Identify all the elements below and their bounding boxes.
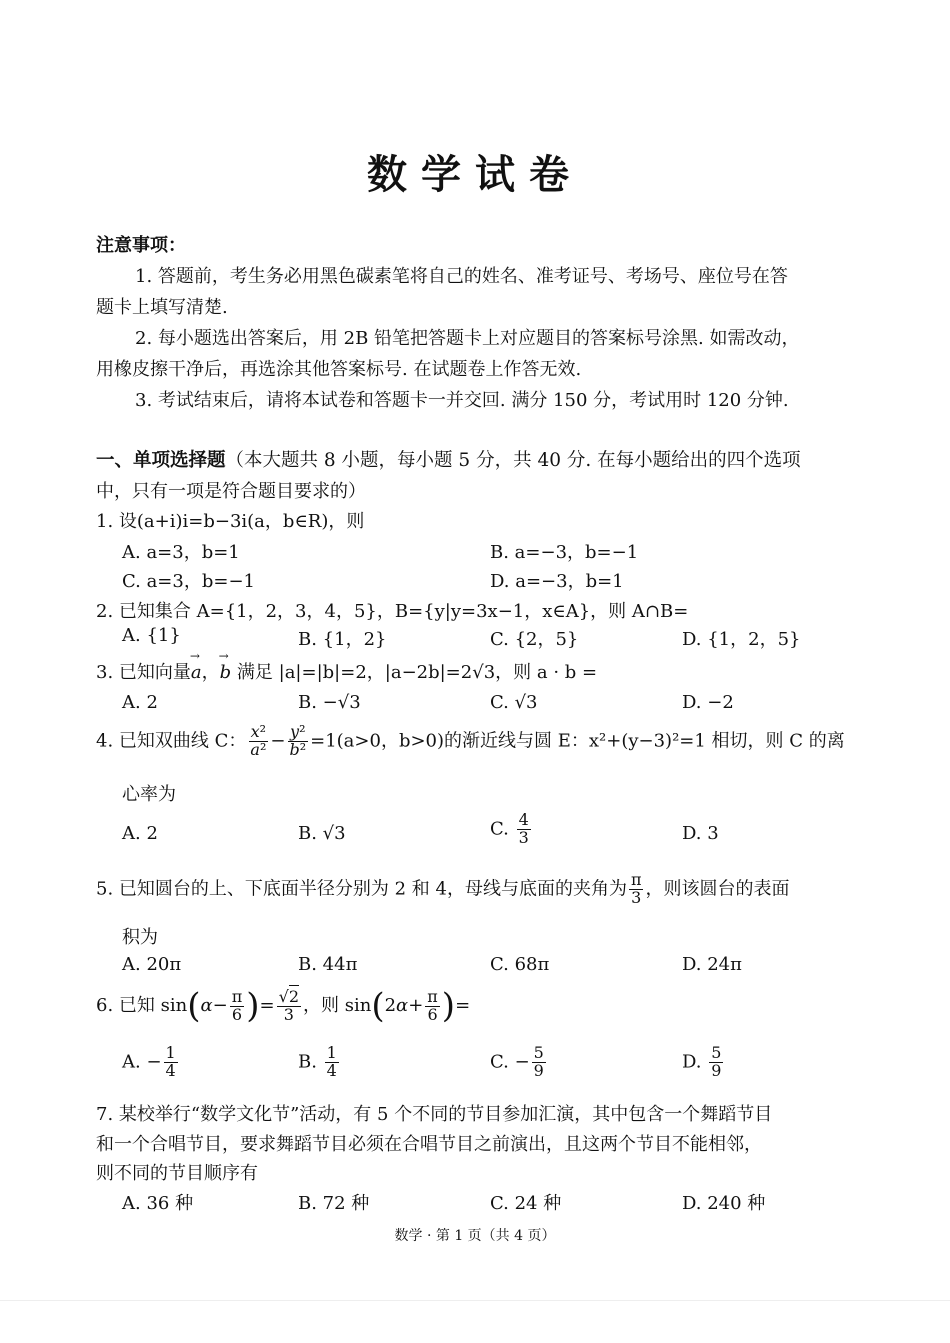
- fraction-sqrt2-over-3: $\frac{√2}{3}$: [278, 986, 299, 1024]
- q3-stem-pre: 3. 已知向量: [96, 662, 191, 683]
- q3-option-a: A. 2: [122, 692, 158, 713]
- fraction-4-3: $\frac{4}{3}$: [518, 810, 529, 847]
- q3-option-b: B. −√3: [298, 692, 361, 713]
- q7-option-b: B. 72 种: [298, 1193, 370, 1214]
- notice-item-1-cont: 题卡上填写清楚.: [96, 297, 228, 318]
- notice-item-3: 3. 考试结束后，请将本试卷和答题卡一并交回. 满分 150 分，考试用时 120 分钟.: [135, 390, 789, 411]
- q5-stem-post: ，则该圆台的表面: [645, 878, 790, 900]
- q3-stem-cond: |a|=|b|=2，|a−2b|=2√3，则: [278, 662, 532, 683]
- q4-stem-post: =1(a>0，b>0)的渐近线与圆 E：x²+(y−3)²=1 相切，则 C 的离: [310, 730, 845, 752]
- notice-item-1: 1. 答题前，考生务必用黑色碳素笔将自己的姓名、准考证号、考场号、座位号在答: [135, 266, 788, 287]
- question-5-stem: [96, 872, 789, 907]
- q1-option-b: B. a=−3，b=−1: [490, 542, 639, 563]
- q2-option-a: A. {1}: [122, 625, 181, 646]
- q5-stem-line2: 积为: [122, 927, 158, 948]
- q5-stem-pre: 5. 已知圆台的上、下底面半径分别为 2 和 4，母线与底面的夹角为: [96, 878, 627, 900]
- question-1-stem: 1. 设(a+i)i=b−3i(a，b∈R)，则: [96, 511, 365, 532]
- q1-option-c: C. a=3，b=−1: [122, 571, 255, 592]
- question-6-stem: 6. 已知 sin(α− $\frac{\pi}{6}$ )= $\frac{√2}{3}$ ，则 sin(2α+ $\frac{\pi}{6}$ )=: [96, 986, 471, 1026]
- notice-heading: 注意事项：: [96, 235, 186, 256]
- q1-option-d: D. a=−3，b=1: [490, 571, 624, 592]
- q6-stem-pre: 6. 已知 sin: [96, 995, 188, 1016]
- q6-option-a: A. − $\frac{1}{4}$: [122, 1043, 176, 1080]
- q4-option-d: D. 3: [682, 823, 719, 844]
- fraction-pi-over-3: $\frac{\pi}{3}$: [630, 870, 642, 907]
- q7-option-d: D. 240 种: [682, 1193, 766, 1214]
- question-7-line2: 和一个合唱节目，要求舞蹈节目必须在合唱节目之前演出，且这两个节目不能相邻，: [96, 1134, 762, 1155]
- section-desc: （本大题共 8 小题，每小题 5 分，共 40 分. 在每小题给出的四个选项: [225, 450, 801, 471]
- q3-stem-mid: 满足: [236, 662, 273, 683]
- fraction-pi-over-6-b: $\frac{\pi}{6}$: [427, 986, 438, 1024]
- q6-option-d: D. $\frac{5}{9}$: [682, 1043, 722, 1080]
- notice-item-2-cont: 用橡皮擦干净后，再选涂其他答案标号. 在试题卷上作答无效.: [96, 359, 582, 380]
- q3-stem-end: a · b =: [536, 662, 598, 683]
- q2-option-d: D. {1，2，5}: [682, 629, 801, 650]
- q4-option-b: B. √3: [298, 823, 346, 844]
- q2-option-c: C. {2，5}: [490, 629, 579, 650]
- q3-option-c: C. √3: [490, 692, 538, 713]
- q2-option-b: B. {1，2}: [298, 629, 387, 650]
- q6-option-b: B. $\frac{1}{4}$: [298, 1043, 337, 1080]
- x-squared-over-a-squared: $\frac{\text{x²}}{\text{a²}}$: [250, 722, 267, 759]
- question-4-stem: 4. 已知双曲线 C： $\frac{\text{x²}}{\text{a²}}$ − $\frac{\text{y²}}{\text{b²}}$ =1(a>0，b>0)的渐近线与圆 E：x²+(y−3)²=1 相切，则 C 的离: [96, 722, 845, 759]
- q7-option-a: A. 36 种: [122, 1193, 194, 1214]
- q7-option-c: C. 24 种: [490, 1193, 562, 1214]
- q6-option-c: C. − $\frac{5}{9}$: [490, 1043, 544, 1080]
- question-7-line3: 则不同的节目顺序有: [96, 1163, 258, 1184]
- q4-stem-line2: 心率为: [122, 784, 176, 805]
- page-footer: 数学 · 第 1 页（共 4 页）: [394, 1228, 556, 1244]
- vector-b-symbol: → b: [220, 662, 232, 683]
- section-title: 一、单项选择题: [96, 450, 226, 471]
- notice-item-2: 2. 每小题选出答案后，用 2B 铅笔把答题卡上对应题目的答案标号涂黑. 如需改动，: [135, 328, 800, 349]
- q4-option-a: A. 2: [122, 823, 158, 844]
- q4-option-c: C. $\frac{4}{3}$: [490, 810, 529, 847]
- q6-stem-end: =: [455, 995, 471, 1016]
- page-title: 数学试卷: [367, 151, 583, 198]
- question-3-stem: 3. 已知向量→ a，→ b 满足 |a|=|b|=2，|a−2b|=2√3，则 a · b =: [96, 658, 597, 684]
- y-squared-over-b-squared: $\frac{\text{y²}}{\text{b²}}$: [289, 722, 307, 759]
- question-2-stem: 2. 已知集合 A={1，2，3，4，5}，B={y|y=3x−1，x∈A}，则 A∩B=: [96, 601, 689, 622]
- section-heading: [96, 446, 801, 472]
- vector-a-symbol: → a: [191, 662, 202, 683]
- q3-option-d: D. −2: [682, 692, 734, 713]
- q4-stem-pre: 4. 已知双曲线 C：: [96, 730, 247, 752]
- page-divider: [0, 1300, 950, 1301]
- q5-option-d: D. 24π: [682, 954, 742, 975]
- q6-stem-mid: ，则 sin: [303, 995, 372, 1016]
- q5-option-b: B. 44π: [298, 954, 358, 975]
- q1-option-a: A. a=3，b=1: [122, 542, 240, 563]
- question-7-line1: 7. 某校举行“数学文化节”活动，有 5 个不同的节目参加汇演，其中包含一个舞蹈节目: [96, 1104, 773, 1125]
- q5-option-a: A. 20π: [122, 954, 182, 975]
- fraction-pi-over-6: $\frac{\pi}{6}$: [231, 986, 243, 1024]
- section-desc-line2: 中，只有一项是符合题目要求的）: [96, 481, 366, 502]
- q5-option-c: C. 68π: [490, 954, 550, 975]
